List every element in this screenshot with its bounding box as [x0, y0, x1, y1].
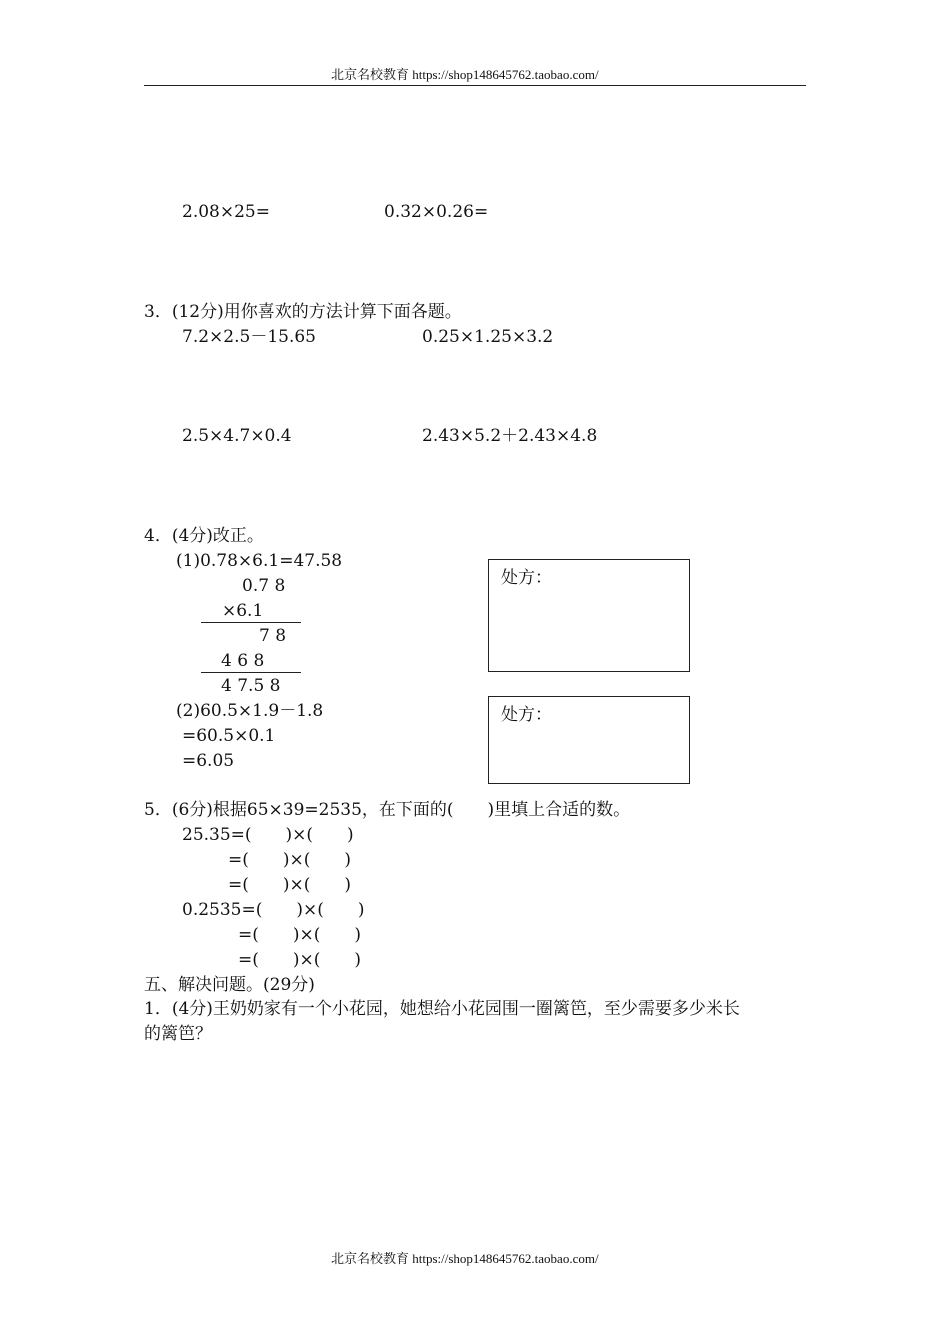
q3-expression-3: 2.5×4.7×0.4 — [182, 426, 292, 446]
q5-line-6: =( )×( ) — [238, 950, 362, 970]
q4-part2-step2: =6.05 — [182, 751, 235, 771]
calc-0-32x0-26: 0.32×0.26= — [384, 202, 489, 222]
q5-line-5: =( )×( ) — [238, 925, 362, 945]
q3-expression-1: 7.2×2.5－15.65 — [182, 327, 316, 347]
q5-line-3: =( )×( ) — [228, 875, 352, 895]
section5-q1-line1: 1．(4分)王奶奶家有一个小花园，她想给小花园围一圈篱笆，至少需要多少米长 — [144, 999, 740, 1019]
correction-box-1-label: 处方： — [501, 568, 552, 588]
vertical-calc-rule2 — [201, 672, 301, 673]
vertical-calc-rule1 — [201, 622, 301, 623]
vertical-calc-row2: ×6.1 — [222, 601, 264, 621]
header-rule — [144, 85, 806, 86]
vertical-calc-row3: 7 8 — [259, 626, 287, 646]
q5-line-2: =( )×( ) — [228, 850, 352, 870]
q4-part2-equation: (2)60.5×1.9－1.8 — [176, 701, 324, 721]
q4-part2-step1: =60.5×0.1 — [182, 726, 276, 746]
calc-2-08x25: 2.08×25= — [182, 202, 270, 222]
q3-expression-2: 0.25×1.25×3.2 — [422, 327, 554, 347]
q3-title: 3．(12分)用你喜欢的方法计算下面各题。 — [144, 302, 462, 322]
vertical-calc-row5: 4 7.5 8 — [221, 676, 281, 696]
q4-part1-equation: (1)0.78×6.1=47.58 — [176, 551, 343, 571]
section5-title: 五、解决问题。(29分) — [144, 975, 315, 995]
page-header: 北京名校教育 https://shop148645762.taobao.com/ — [331, 67, 599, 82]
correction-box-2 — [488, 696, 690, 784]
q4-title: 4．(4分)改正。 — [144, 526, 264, 546]
page-footer: 北京名校教育 https://shop148645762.taobao.com/ — [331, 1251, 599, 1266]
q5-title: 5．(6分)根据65×39=2535，在下面的( )里填上合适的数。 — [144, 800, 631, 820]
correction-box-2-label: 处方： — [501, 705, 552, 725]
correction-box-1 — [488, 559, 690, 672]
q5-line-4: 0.2535=( )×( ) — [182, 900, 365, 920]
q3-expression-4: 2.43×5.2＋2.43×4.8 — [422, 426, 598, 446]
vertical-calc-row1: 0.7 8 — [242, 576, 286, 596]
vertical-calc-row4: 4 6 8 — [221, 651, 265, 671]
section5-q1-line2: 的篱笆？ — [144, 1024, 212, 1044]
q5-line-1: 25.35=( )×( ) — [182, 825, 354, 845]
